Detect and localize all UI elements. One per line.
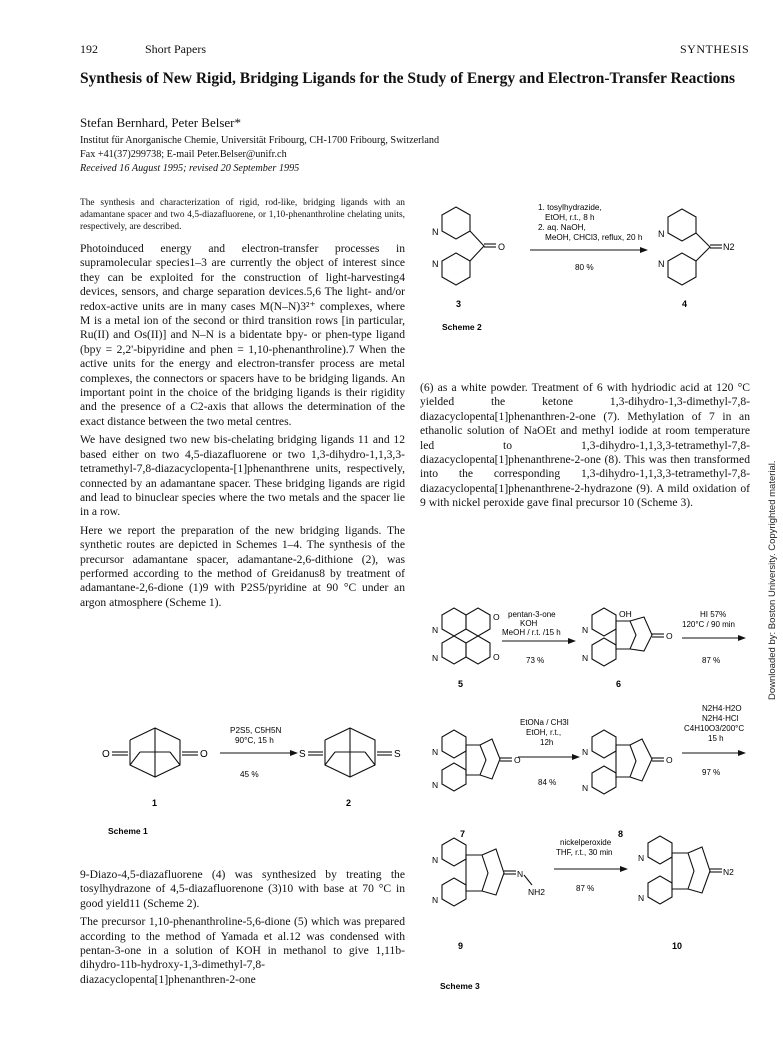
paragraph-2: We have designed two new bis-chelating bridging ligands 11 and 12 based either on two 4,5-diazafluorene or two 1,3-dihydro-1,1,3,3-tetramethyl-7,8-diazacyclopenta-[1]phenanthrene units, respectively, connected by an adamantane spacer. These bridging ligands are rigid and lead to binuclear species where the two metals and the spacer lie in a row. (80, 433, 405, 519)
scheme-3-label: Scheme 3 (440, 981, 480, 991)
phenanthroline-dione-structure (442, 608, 490, 664)
s3-r1-cond-4: HI 57% (700, 610, 727, 619)
hydroxy-label: OH (619, 609, 632, 619)
compound-7-label: 7 (460, 829, 466, 839)
diazo-product-structure (648, 836, 722, 904)
s3-r2-cond-3: 12h (540, 738, 554, 747)
s3-r1-yield-b: 87 % (702, 656, 721, 665)
scheme2-cond-2: EtOH, r.t., 8 h (545, 213, 595, 222)
atom-o-5a: O (493, 612, 500, 622)
atom-n-3: N (658, 229, 665, 239)
atom-n-6a: N (582, 625, 589, 635)
download-note: Downloaded by: Boston University. Copyrighted material. (767, 460, 778, 700)
article-title: Synthesis of New Rigid, Bridging Ligands for the Study of Energy and Electron-Transfer Reactions (80, 70, 736, 87)
atom-n-9c: N (517, 869, 524, 879)
atom-n-5a: N (432, 625, 439, 635)
dimethyl-ketone-structure (442, 730, 512, 791)
scheme-2-label: Scheme 2 (442, 322, 482, 332)
atom-n-7b: N (432, 780, 439, 790)
atom-n-7a: N (432, 747, 439, 757)
compound-4-label: 4 (682, 299, 688, 309)
s3-r3-yield: 87 % (576, 884, 595, 893)
paragraph-1: Photoinduced energy and electron-transfer processes in supramolecular species1–3 are currently the object of interest since they can be exploited for the construction of light-harvesting4 devices, sensors, and charge separation devices.5,6 The light- and/or redox-active units are in many cases M(N–N)3²⁺ complexes, where M is a metal ion of the second or third transition rows [in particular, Ru(II) and Os(II)] and N–N is a bidentate bpy- or phen-type ligand (bpy = 2,2'-bipyridine and phen = 1,10-phenanthroline).7 When the active units for the energy and electron-transfer process are metal complexes, the connectors or spacers have to be bridging ligands. An important point in the choice of the bridging ligands is their rigidity and the presence of a C2-axis that allows the determination of the exact distance between the two metal centres. (80, 242, 405, 428)
adamantane-dione-structure (112, 728, 198, 777)
diazo-group: N2 (723, 242, 735, 252)
s3-r1-cond-5: 120°C / 90 min (682, 620, 736, 629)
atom-n-8b: N (582, 783, 589, 793)
diazafluorenone-structure (442, 207, 496, 285)
atom-n-5b: N (432, 653, 439, 663)
atom-n-6b: N (582, 653, 589, 663)
s3-r1-cond-2: KOH (520, 619, 538, 628)
atom-o-8: O (666, 755, 673, 765)
atom-n-2: N (432, 259, 439, 269)
compound-9-label: 9 (458, 941, 464, 951)
s3-r1-yield-a: 73 % (526, 656, 545, 665)
atom-n-10b: N (638, 893, 645, 903)
diazo-group-10: N2 (723, 867, 734, 877)
contact: Fax +41(37)299738; E-mail Peter.Belser@unifr.ch (80, 149, 287, 160)
scheme2-cond-3: 2. aq. NaOH, (538, 223, 586, 232)
s3-r2-cond-4: N2H4·H2O (702, 704, 742, 713)
compound-6-label: 6 (616, 679, 622, 689)
atom-o-left: O (102, 749, 110, 760)
atom-n-9b: N (432, 895, 439, 905)
s3-r3-cond-2: THF, r.t., 30 min (556, 848, 613, 857)
left-column-bottom (80, 868, 405, 991)
compound-2-label: 2 (346, 798, 352, 808)
s3-r3-cond-1: nickelperoxide (560, 838, 612, 847)
scheme2-cond-4: MeOH, CHCl3, reflux, 20 h (545, 233, 643, 242)
dates: Received 16 August 1995; revised 20 September 1995 (80, 163, 300, 174)
s3-r2-cond-5: N2H4·HCl (702, 714, 739, 723)
adamantane-dithione-structure (308, 728, 392, 777)
page-number: 192 (80, 42, 98, 56)
atom-n-10a: N (638, 853, 645, 863)
atom-o-7: O (514, 755, 521, 765)
paragraph-4: 9-Diazo-4,5-diazafluorene (4) was synthesized by treating the tosylhydrazone of 4,5-diazafluorenone (3)10 with base at 70 °C in good yield11 (Scheme 2). (80, 868, 405, 910)
paragraph-5: The precursor 1,10-phenanthroline-5,6-dione (5) which was prepared according to the method of Yamada et al.12 was condensed with pentan-3-one in a solution of KOH in methanol to give 1,11b-dihydro-11b-hydroxy-1,3-dimethyl-7,8-diazacyclopenta[1]phenanthren-2-one (80, 915, 405, 986)
atom-n-8a: N (582, 747, 589, 757)
compound-8-label: 8 (618, 829, 624, 839)
s3-r1-cond-1: pentan-3-one (508, 610, 556, 619)
s3-r2-yield-a: 84 % (538, 778, 557, 787)
atom-n-1: N (432, 227, 439, 237)
scheme2-yield: 80 % (575, 263, 594, 272)
compound-3-label: 3 (456, 299, 462, 309)
compound-5-label: 5 (458, 679, 464, 689)
affiliation-block (80, 134, 439, 176)
tetramethyl-ketone-structure (592, 730, 664, 794)
scheme1-yield: 45 % (240, 770, 259, 779)
s3-r2-cond-1: EtONa / CH3I (520, 718, 569, 727)
compound-1-label: 1 (152, 798, 158, 808)
s3-r1-cond-3: MeOH / r.t. /15 h (502, 628, 561, 637)
left-column-top (80, 242, 405, 614)
diazo-diazafluorene-structure (668, 209, 722, 285)
atom-n-4: N (658, 259, 665, 269)
scheme1-cond-2: 90°C, 15 h (235, 736, 274, 745)
download-watermark (765, 400, 779, 700)
right-column-text (420, 381, 750, 515)
atom-n-9a: N (432, 855, 439, 865)
affiliation: Institut für Anorganische Chemie, Universität Fribourg, CH-1700 Fribourg, Switzerland (80, 135, 440, 146)
s3-r2-cond-7: 15 h (708, 734, 724, 743)
amino-group: NH2 (528, 887, 546, 897)
scheme-1-figure (80, 700, 410, 840)
atom-o-6: O (666, 631, 673, 641)
journal-name: SYNTHESIS (680, 42, 750, 56)
compound-10-label: 10 (672, 941, 683, 951)
paragraph-6: (6) as a white powder. Treatment of 6 with hydriodic acid at 120 °C yielded the ketone 1,3-dihydro-1,3-dimethyl-7,8-diazacyclopenta[1]phenanthren-2-one (7). Methylation of 7 in an ethanolic solution of NaOEt and methyl iodide at room temperature led to 1,3-dihydro-1,1,3,3-tetramethyl-7,8-diazacyclopenta[1]phenanthrene-2-one (8). This was then transformed into the corresponding 1,3-dihydro-1,1,3,3-tetramethyl-7,8-diazacyclopenta[1]phenanthrene-2-hydrazone (9). A mild oxidation of 9 with nickel peroxide gave final precursor 10 (Scheme 3). (420, 381, 750, 510)
authors: Stefan Bernhard, Peter Belser* (80, 115, 242, 130)
s3-r2-yield-b: 97 % (702, 768, 721, 777)
scheme-2-figure (420, 195, 750, 335)
atom-s-right: S (394, 749, 401, 760)
s3-r2-cond-6: C4H10O3/200°C (684, 724, 745, 733)
scheme-3-figure (420, 605, 755, 995)
atom-s-left: S (299, 749, 306, 760)
paragraph-3: Here we report the preparation of the new bridging ligands. The synthetic routes are depicted in Schemes 1–4. The synthesis of the precursor adamantane spacer, adamantane-2,6-dithione (2), was performed according to the method of Greidanus8 by treatment of adamantane-2,6-dione (1)9 with P2S5/pyridine at 90 °C under an argon atmosphere (Scheme 1). (80, 523, 405, 609)
atom-o-right: O (200, 749, 208, 760)
scheme-1-label: Scheme 1 (108, 826, 148, 836)
s3-r2-cond-2: EtOH, r.t., (526, 728, 562, 737)
atom-o-5b: O (493, 652, 500, 662)
scheme2-cond-1: 1. tosylhydrazide, (538, 203, 602, 212)
section-name: Short Papers (145, 42, 206, 56)
scheme1-cond-1: P2S5, C5H5N (230, 726, 282, 735)
atom-o: O (498, 242, 506, 252)
abstract: The synthesis and characterization of rigid, rod-like, bridging ligands with an adamantane spacer and two 4,5-diazafluorene, or 1,10-phenanthroline chelating units, respectively, are described. (80, 198, 405, 232)
